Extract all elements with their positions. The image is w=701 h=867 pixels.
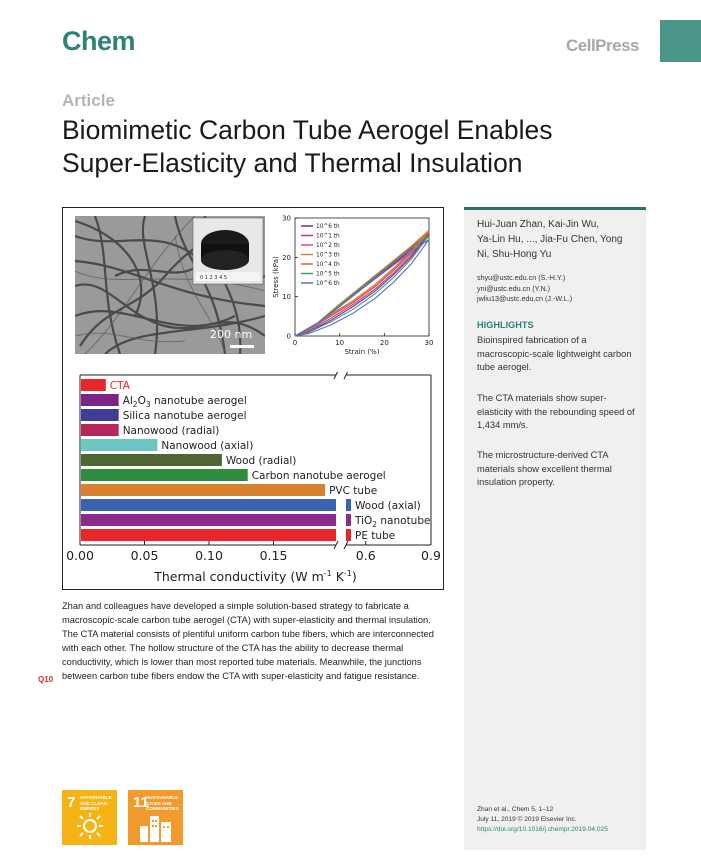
bar-label: Nanowood (axial) [161, 440, 254, 452]
bar [346, 529, 351, 541]
citation-line-1: Zhan et al., Chem 5, 1–12 [477, 806, 554, 813]
bar-label: $Al_2O_3$ nanotube aerogel [122, 395, 247, 409]
query-marker: Q10 [38, 675, 54, 684]
journal-name: Chem [62, 26, 136, 56]
bar-label: TiO$_2$ nanotube [355, 515, 431, 529]
bar-label: Nanowood (radial) [122, 425, 220, 437]
x-tick-label: 0.9 [421, 548, 441, 563]
publisher-logo: CellPress [566, 36, 639, 55]
bar [81, 484, 325, 496]
x-tick-label: 30 [424, 339, 434, 347]
article-title [62, 114, 652, 180]
bar [81, 529, 336, 541]
citation-line-2: July 11, 2019 © 2019 Elsevier Inc. [477, 816, 577, 823]
y-tick-label: 0 [286, 332, 291, 341]
email-link[interactable]: jwliu13@ustc.edu.cn (J.-W.L.) [477, 294, 573, 303]
x-tick-label: 0.00 [66, 548, 94, 563]
summary-text: Zhan and colleagues have developed a simple solution-based strategy to fabricate a macroscopic-scale carbon tube aerogel (CTA) with super-elasticity and thermal insulation. The CTA material consists of plentiful uniform carbon tube fibers, which are interconnected with each other. The hollow structure of the CTA has the ability to decrease thermal conductivity, which is lower than most reported tube materials. Meanwhile, the junctions between carbon tube fibers endow the CTA with super-elasticity and fatigue resistance. [62, 601, 434, 681]
y-tick-label: 20 [282, 253, 291, 262]
author-list [477, 217, 643, 262]
title-line-1: Biomimetic Carbon Tube Aerogel Enables [62, 115, 553, 145]
scale-bar-label: 200 nm [210, 328, 253, 341]
legend-label: 10^6 th [316, 224, 340, 231]
citation [477, 805, 608, 835]
title-line-2: Super-Elasticity and Thermal Insulation [62, 148, 523, 178]
sdg-goal-11-icon [128, 790, 183, 845]
sdg-label: AFFORDABLE AND CLEAN ENERGY [80, 795, 112, 811]
highlights-heading: HIGHLIGHTS [477, 320, 534, 330]
bar [81, 424, 119, 436]
stress-strain-chart [253, 212, 443, 372]
bar [81, 499, 336, 511]
bar-label: CTA [109, 380, 130, 392]
bar [81, 439, 157, 451]
inset-ruler: 0 1 2 3 4 5 [200, 275, 228, 281]
legend-label: 10^2 th [316, 243, 340, 250]
legend-label: 10^3 th [316, 252, 340, 259]
x-axis-label: Strain (%) [344, 348, 380, 356]
bar [81, 379, 106, 391]
doi-link[interactable]: https://doi.org/10.1016/j.chempr.2019.04.025 [477, 826, 608, 833]
bar [81, 454, 222, 466]
bar-label: PVC tube [329, 485, 378, 497]
sdg-number: 11 [133, 794, 149, 811]
legend-label: 10^4 th [316, 262, 340, 269]
y-axis-label: Stress (kPa) [272, 256, 280, 298]
scale-bar [230, 345, 254, 348]
x-tick-label: 0.10 [195, 548, 223, 563]
legend-label: 10^5 th [316, 271, 340, 278]
city-buildings-icon [138, 812, 174, 842]
tem-fibers [75, 216, 265, 354]
sdg-number: 7 [67, 794, 76, 811]
bar [81, 469, 248, 481]
tem-micrograph [75, 216, 265, 354]
bar [346, 514, 351, 526]
x-tick-label: 10 [335, 339, 345, 347]
legend-label: 10^6 th [316, 281, 340, 288]
authors-line-2: Ya-Lin Hu, ..., Jia-Fu Chen, Yong [477, 234, 623, 245]
correspondence-emails [477, 273, 572, 305]
x-tick-label: 0 [292, 339, 298, 347]
x-tick-label: 0.6 [355, 548, 376, 563]
bar [346, 499, 351, 511]
bar-label: PE tube [355, 530, 396, 542]
x-tick-label: 0.15 [259, 548, 288, 563]
sdg-goal-7-icon [62, 790, 117, 845]
corner-accent [660, 20, 701, 62]
email-link[interactable]: shyu@ustc.edu.cn (S.-H.Y.) [477, 273, 566, 282]
legend-label: 10^1 th [316, 233, 340, 240]
sun-power-icon [76, 812, 104, 840]
authors-line-3: Ni, Shu-Hong Yu [477, 249, 552, 260]
bar-label: Silica nanotube aerogel [122, 410, 247, 422]
sdg-label: SUSTAINABLE CITIES AND COMMUNITIES [146, 795, 179, 811]
y-tick-label: 30 [282, 214, 291, 223]
x-axis-label: Thermal conductivity (W $m^{-1}$ $K^{-1}$) [154, 569, 357, 584]
x-tick-label: 20 [379, 339, 389, 347]
bar [81, 409, 119, 421]
y-tick-label: 10 [282, 293, 291, 302]
authors-line-1: Hui-Juan Zhan, Kai-Jin Wu, [477, 219, 600, 230]
bar-label: Carbon nanotube aerogel [251, 470, 386, 482]
highlight-item: Bioinspired fabrication of a macroscopic-scale lightweight carbon tube aerogel. [477, 335, 632, 372]
bar-label: Wood (axial) [355, 500, 421, 512]
highlight-item: The microstructure-derived CTA materials show excellent thermal insulation property. [477, 450, 612, 487]
bar-label: Wood (radial) [225, 455, 297, 467]
bar [81, 394, 119, 406]
x-tick-label: 0.05 [130, 548, 159, 563]
email-link[interactable]: yni@ustc.edu.cn (Y.N.) [477, 283, 551, 293]
highlight-item: The CTA materials show super-elasticity with the rebounding speed of 1,434 mm/s. [477, 393, 635, 430]
article-type: Article [62, 91, 115, 110]
thermal-conductivity-chart [63, 372, 443, 589]
bar [81, 514, 336, 526]
